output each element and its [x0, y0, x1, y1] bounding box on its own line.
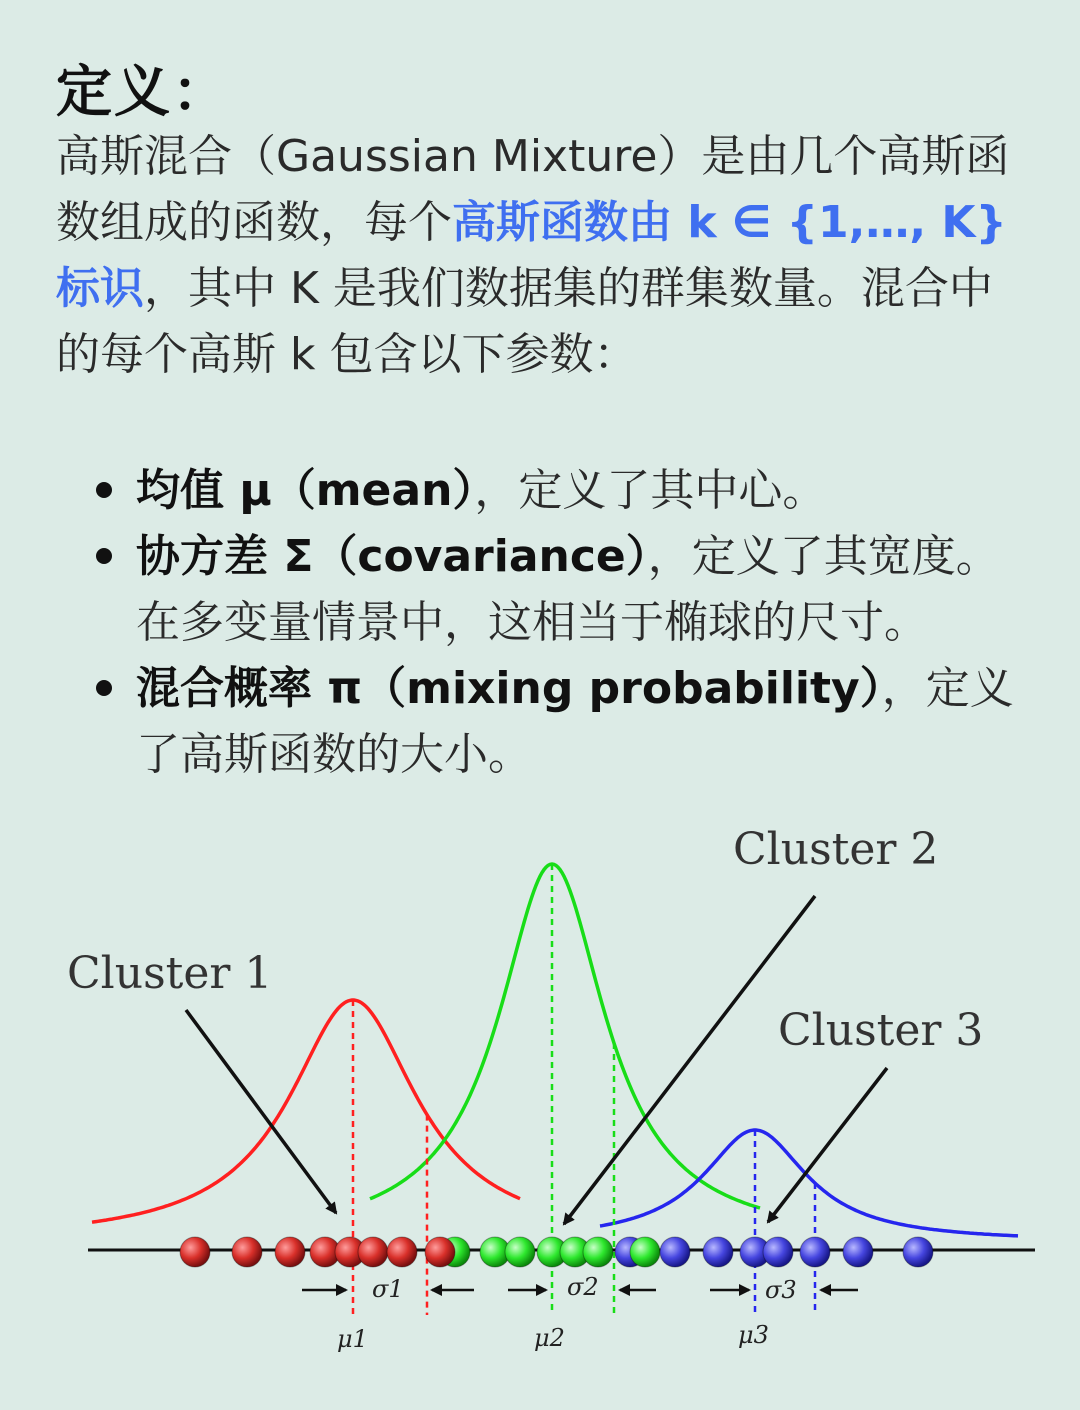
cluster-2-arrow — [564, 896, 815, 1224]
sigma-2-label: σ2 — [567, 1273, 599, 1301]
desc-mean: ，定义了其中心。 — [474, 465, 827, 516]
parameter-list — [96, 458, 1036, 788]
cluster-3-point — [800, 1237, 830, 1267]
bullet-dot-icon — [96, 680, 112, 696]
cluster-3-point — [703, 1237, 733, 1267]
term-covariance: 协方差 Σ（covariance） — [136, 531, 648, 582]
term-mean: 均值 μ（mean） — [136, 465, 475, 516]
cluster-3-label: Cluster 3 — [778, 1005, 984, 1056]
bullet-dot-icon — [96, 482, 112, 498]
data-points — [180, 1237, 933, 1267]
sigma-3-label: σ3 — [765, 1276, 797, 1304]
desc-mixing: ，定义了高斯函数的大小。 — [136, 663, 1014, 780]
cluster-1-point — [275, 1237, 305, 1267]
cluster-2-point — [505, 1237, 535, 1267]
mu-3-label: μ3 — [738, 1321, 769, 1349]
cluster-1-point — [387, 1237, 417, 1267]
cluster-3-point — [763, 1237, 793, 1267]
cluster-2-label: Cluster 2 — [733, 824, 939, 875]
intro-highlight: 高斯函数由 k ∈ {1,…, K} 标识 — [56, 197, 1007, 314]
bullet-dot-icon — [96, 548, 112, 564]
cluster-1-point — [358, 1237, 388, 1267]
cluster-2-point — [583, 1237, 613, 1267]
list-item-mixing — [96, 656, 1036, 788]
cluster-3-point — [660, 1237, 690, 1267]
list-item-covariance — [96, 524, 1036, 656]
cluster-1-curve — [92, 1000, 520, 1222]
cluster-3-point — [843, 1237, 873, 1267]
sigma-1-label: σ1 — [372, 1275, 404, 1303]
cluster-3-arrow — [768, 1068, 887, 1222]
intro-paragraph — [56, 124, 1036, 388]
gaussian-mixture-figure — [0, 800, 1080, 1390]
cluster-2-curve — [370, 864, 760, 1208]
cluster-1-point — [180, 1237, 210, 1267]
page-title: 定义： — [56, 60, 230, 125]
cluster-2-point — [630, 1237, 660, 1267]
cluster-3-point — [903, 1237, 933, 1267]
cluster-1-point — [425, 1237, 455, 1267]
mu-2-label: μ2 — [534, 1324, 565, 1352]
term-mixing: 混合概率 π（mixing probability） — [136, 663, 882, 714]
mu-1-label: μ1 — [337, 1325, 368, 1353]
cluster-1-label: Cluster 1 — [67, 948, 273, 999]
desc-covariance: ，定义了其宽度。在多变量情景中，这相当于椭球的尺寸。 — [136, 531, 1000, 648]
intro-text-2: ，其中 K 是我们数据集的群集数量。混合中的每个高斯 k 包含以下参数： — [56, 263, 993, 380]
cluster-1-point — [232, 1237, 262, 1267]
list-item-mean — [96, 458, 1036, 524]
intro-text-1: 高斯混合（Gaussian Mixture）是由几个高斯函数组成的函数，每个 — [56, 131, 1010, 248]
cluster-1-arrow — [186, 1010, 336, 1213]
